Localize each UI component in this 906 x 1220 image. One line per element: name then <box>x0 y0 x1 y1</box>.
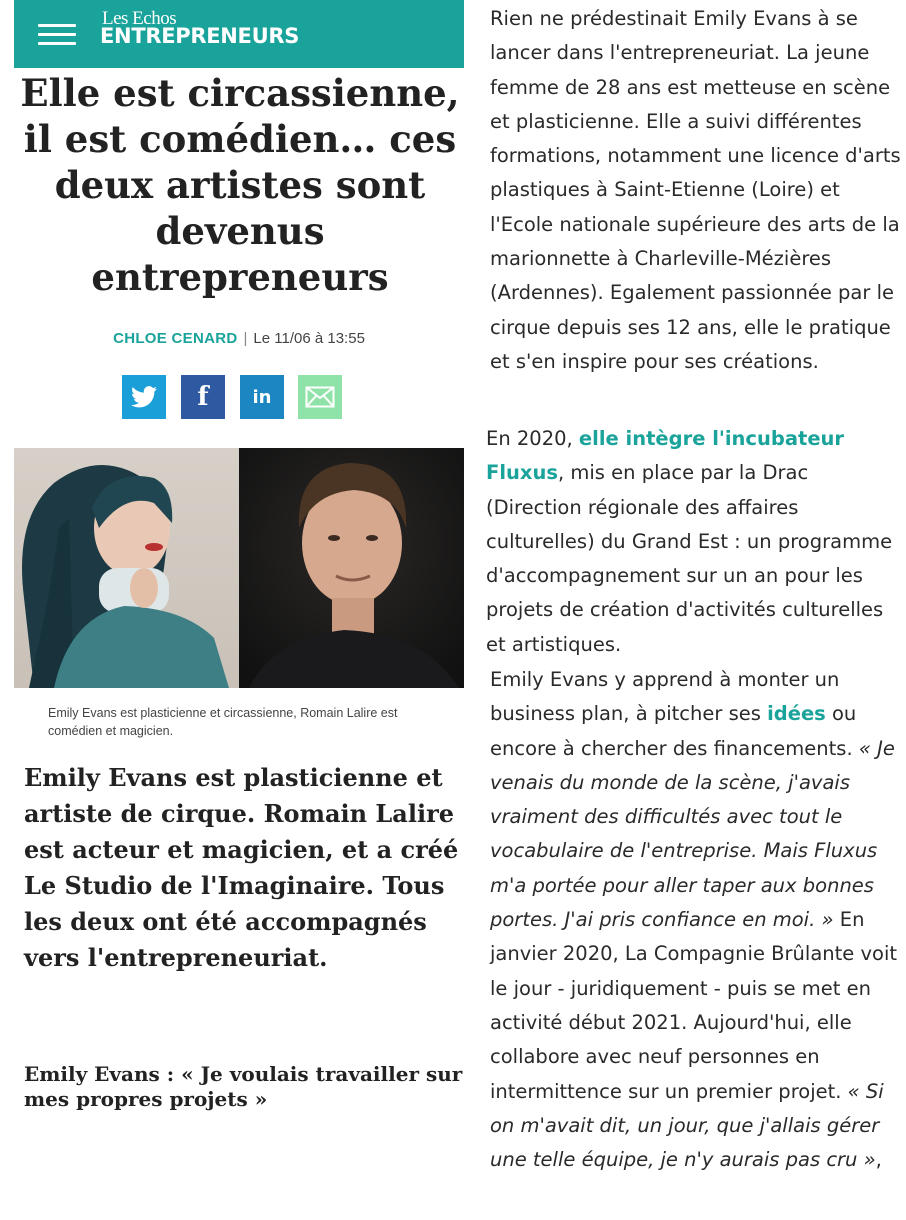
body-paragraph-2 <box>486 422 902 662</box>
share-email-button[interactable] <box>298 375 342 419</box>
idees-link[interactable]: idées <box>767 702 826 726</box>
article-lede: Emily Evans est plasticienne et artiste de cirque. Romain Lalire est acteur et magicien, et a créé Le Studio de l'Imaginaire. Tous les deux ont été accompagnés vers l'entrepreneuriat. <box>24 763 459 972</box>
site-header <box>14 0 464 68</box>
logo-entrepreneurs[interactable]: ENTREPRENEURS <box>100 24 300 48</box>
email-icon <box>305 386 335 408</box>
menu-icon[interactable] <box>38 24 76 46</box>
body-paragraph-1: Rien ne prédestinait Emily Evans à se lancer dans l'entrepreneuriat. La jeune femme de 28 ans est metteuse en scène et plasticienne. Elle a suivi différentes formations, notamment une licence d'arts plastiques à Saint-Etienne (Loire) et l'Ecole nationale supérieure des arts de la marionnette à Charleville-Mézières (Ardennes). Egalement passionnée par le cirque depuis ses 12 ans, elle le pratique et s'en inspire pour ses créations. <box>490 7 901 373</box>
linkedin-icon: in <box>252 386 272 408</box>
share-facebook-button[interactable] <box>181 375 225 419</box>
quote-emily-1: « Je venais du monde de la scène, j'avais vraiment des difficultés avec tout le vocabulaire de l'entreprise. Mais Fluxus m'a portée pour aller taper aux bonnes portes. J'ai pris confiance en moi. » <box>490 736 895 932</box>
byline <box>14 330 464 347</box>
p3-text-end: , <box>875 1148 882 1172</box>
article-photo <box>14 448 464 688</box>
twitter-icon <box>131 386 157 408</box>
logo-les-echos[interactable]: Les Echos <box>102 8 177 29</box>
photo-romain-lalire <box>239 448 464 688</box>
right-column <box>486 0 906 1220</box>
photo-caption: Emily Evans est plasticienne et circassienne, Romain Lalire est comédien et magicien. <box>48 706 398 738</box>
publish-date: Le 11/06 à 13:55 <box>253 330 365 347</box>
quote-emily-2: « Si on m'avait dit, un jour, que j'allais gérer une telle équipe, je n'y aurais pas cru » <box>490 1079 884 1172</box>
p2-text-start: En 2020, <box>486 427 579 450</box>
p2-text-end: , mis en place par la Drac (Direction régionale des affaires culturelles) du Grand Est : un programme d'accompagnement sur un an pour les projets de création d'activités culturelles et artistiques. <box>486 461 893 656</box>
body-paragraph-3 <box>490 663 906 1177</box>
share-linkedin-button[interactable] <box>240 375 284 419</box>
author-link[interactable]: CHLOE CENARD <box>113 330 238 347</box>
share-twitter-button[interactable] <box>122 375 166 419</box>
p3-text-a: Emily Evans y apprend à monter un business plan, à pitcher ses <box>490 668 840 726</box>
p3-text-c: En janvier 2020, La Compagnie Brûlante voit le jour - juridiquement - puis se met en activité début 2021. Aujourd'hui, elle collabore avec neuf personnes en intermittence sur un premier projet. <box>490 908 898 1103</box>
article-title: Elle est circassienne, il est comédien… ces deux artistes sont devenus entrepreneurs <box>20 71 460 299</box>
facebook-icon: f <box>197 382 209 412</box>
section-heading: Emily Evans : « Je voulais travailler sur mes propres projets » <box>24 1062 463 1111</box>
byline-separator: | <box>243 330 248 347</box>
p3-text-b: ou encore à chercher des financements. <box>490 702 859 760</box>
photo-emily-evans <box>14 448 239 688</box>
fluxus-incubator-link[interactable]: elle intègre l'incubateur Fluxus <box>486 427 845 485</box>
